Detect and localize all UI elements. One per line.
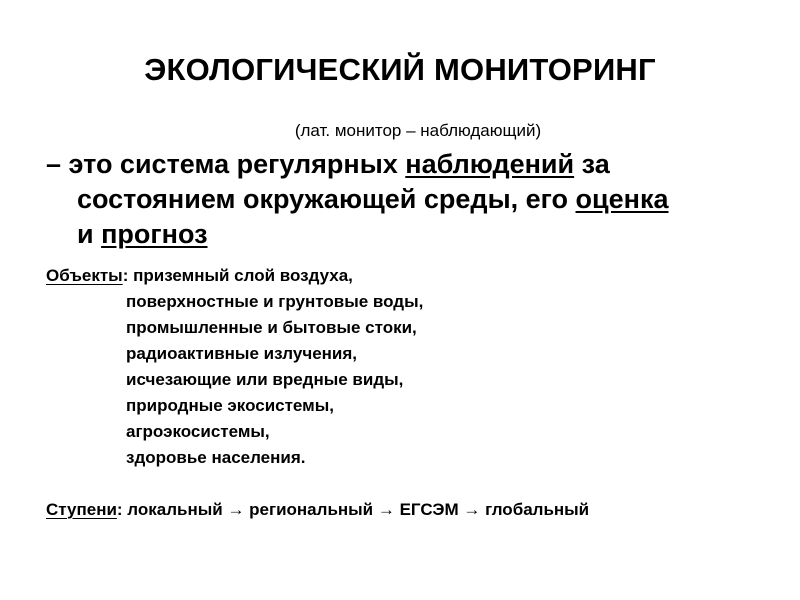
slide-title: ЭКОЛОГИЧЕСКИЙ МОНИТОРИНГ <box>144 52 656 87</box>
stages-line <box>46 500 589 520</box>
definition-paragraph <box>46 147 776 252</box>
definition-text: – это система регулярных <box>46 149 406 179</box>
subtitle-etymology: (лат. монитор – наблюдающий) <box>294 121 542 140</box>
term-forecast: прогноз <box>101 219 208 249</box>
list-item: промышленные и бытовые стоки, <box>126 318 417 337</box>
definition-line-1 <box>46 147 776 182</box>
term-assessment: оценка <box>575 184 669 214</box>
list-item: : приземный слой воздуха, <box>122 266 353 285</box>
term-observations: наблюдений <box>405 149 575 179</box>
stages-label: Ступени <box>46 500 117 519</box>
list-item: здоровье населения. <box>126 448 306 467</box>
objects-list <box>46 263 423 471</box>
definition-text: и <box>77 219 102 249</box>
definition-text: состоянием окружающей среды, его <box>77 184 576 214</box>
definition-line-3 <box>46 217 776 252</box>
list-item: поверхностные и грунтовые воды, <box>126 292 424 311</box>
definition-text: за <box>574 149 610 179</box>
stages-text: : локальный → региональный → ЕГСЭМ → глобальный <box>116 500 590 519</box>
objects-first-row <box>46 263 423 289</box>
list-item: радиоактивные излучения, <box>126 344 358 363</box>
list-item: природные экосистемы, <box>126 396 334 415</box>
list-item: агроэкосистемы, <box>126 422 270 441</box>
list-item: исчезающие или вредные виды, <box>126 370 404 389</box>
objects-label: Объекты <box>46 266 123 285</box>
definition-line-2 <box>46 182 776 217</box>
